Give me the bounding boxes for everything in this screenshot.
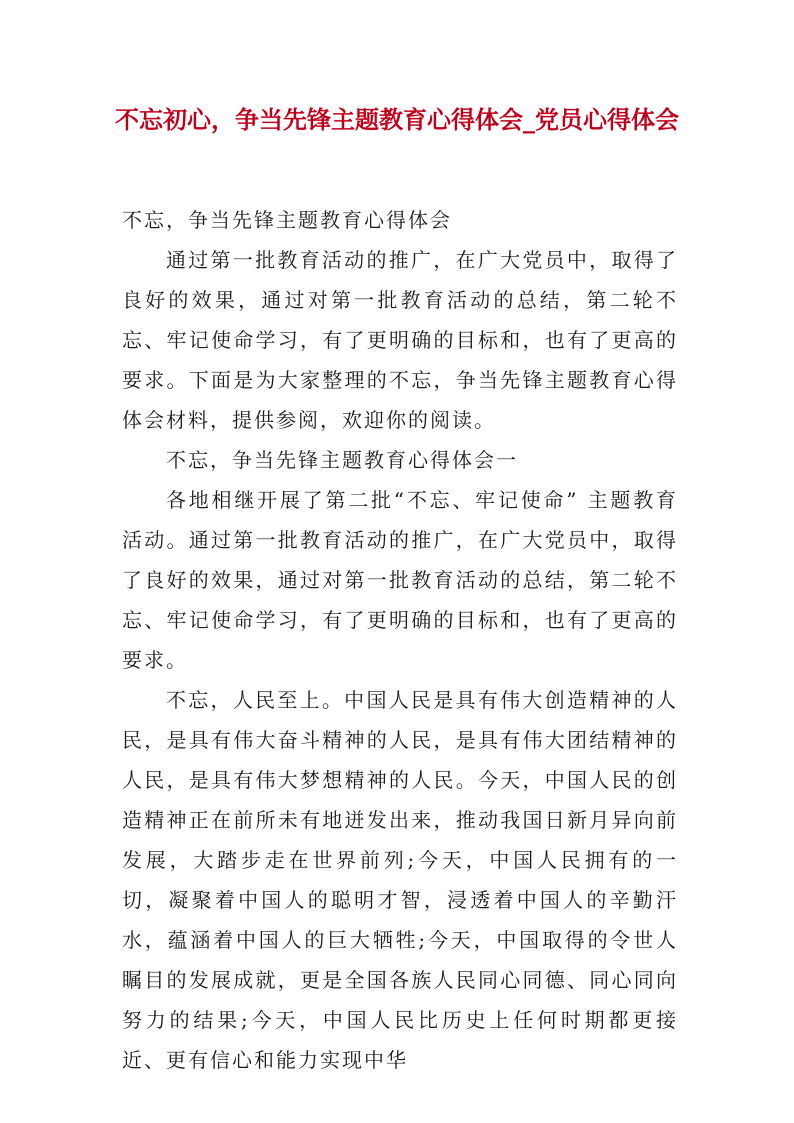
intro-paragraph: 通过第一批教育活动的推广，在广大党员中，取得了良好的效果，通过对第一批教育活动的总结，第二轮不忘、牢记使命学习，有了更明确的目标和，也有了更高的要求。下面是为大家整理的不忘，争当先锋主题教育心得体会材料，提供参阅，欢迎你的阅读。 (122, 248, 678, 432)
body-paragraph: 不忘，人民至上。中国人民是具有伟大创造精神的人民，是具有伟大奋斗精神的人民，是具有伟大团结精神的人民，是具有伟大梦想精神的人民。今天，中国人民的创造精神正在前所未有地迸发出来，推动我国日新月异向前发展，大踏步走在世界前列;今天，中国人民拥有的一切，凝聚着中国人的聪明才智，浸透着中国人的辛勤汗水，蕴涵着中国人的巨大牺牲;今天，中国取得的令世人瞩目的发展成就，更是全国各族人民同心同德、同心同向努力的结果;今天，中国人民比历史上任何时期都更接近、更有信心和能力实现中华 (122, 688, 678, 1072)
body-paragraph: 各地相继开展了第二批“不忘、牢记使命” 主题教育活动。通过第一批教育活动的推广，在广大党员中，取得了良好的效果，通过对第一批教育活动的总结，第二轮不忘、牢记使命学习，有了更明确的目标和，也有了更高的要求。 (122, 488, 678, 672)
document-title: 不忘初心，争当先锋主题教育心得体会_党员心得体会 (115, 105, 679, 134)
subtitle-paragraph: 不忘，争当先锋主题教育心得体会 (122, 208, 452, 232)
section-heading: 不忘，争当先锋主题教育心得体会一 (166, 448, 518, 472)
document-body (122, 200, 678, 1080)
